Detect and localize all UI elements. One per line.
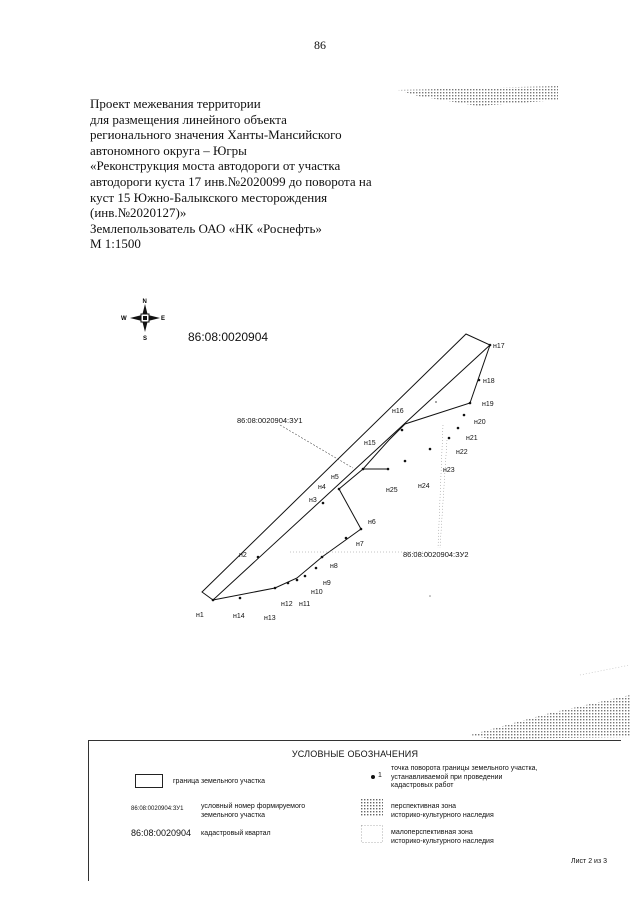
title-line: для размещения линейного объекта — [90, 111, 287, 127]
point-label: н9 — [323, 580, 331, 587]
title-line: регионального значения Ханты-Мансийского — [90, 127, 342, 143]
point-label: н25 — [386, 487, 398, 494]
legend — [88, 740, 621, 881]
hatched-zone-stamp — [430, 665, 630, 745]
point-label: н23 — [443, 467, 455, 474]
zone2-dotted-sample — [361, 825, 383, 843]
point-label: н1 — [196, 612, 204, 619]
zone1-desc: перспективная зона историко-культурного наследия — [391, 803, 494, 819]
point-label: н4 — [318, 484, 326, 491]
point-label: н8 — [330, 563, 338, 570]
point-label: н15 — [364, 440, 376, 447]
point-label: н16 — [392, 408, 404, 415]
legend-title: УСЛОВНЫЕ ОБОЗНАЧЕНИЯ — [291, 749, 419, 759]
scale-label: М 1:1500 — [90, 236, 141, 252]
boundary-label: граница земельного участка — [173, 778, 266, 785]
compass-s: S — [143, 336, 148, 342]
sheet-number: Лист 2 из 3 — [571, 858, 607, 865]
point-label: н7 — [356, 541, 364, 548]
compass-w: W — [121, 316, 127, 322]
point-label: н17 — [493, 343, 505, 350]
compass-n: N — [142, 299, 147, 305]
parcel-code-sample: 86:08:0020904:ЗУ1 — [131, 806, 184, 812]
point-label: н3 — [309, 497, 317, 504]
point-label: н13 — [264, 615, 276, 622]
point-label: н24 — [418, 483, 430, 490]
quarter-desc: кадастровый квартал — [201, 830, 271, 837]
point-label: н6 — [368, 519, 376, 526]
hatched-zone-stamp — [398, 86, 558, 110]
title-line: (инв.№2020127)» — [90, 205, 187, 221]
point-symbol-dot — [371, 775, 375, 779]
point-desc: точка поворота границы земельного участка, устанавливаемой при проведении кадастровых работ — [391, 765, 538, 789]
boundary-sample — [135, 774, 163, 788]
document-title — [90, 96, 420, 252]
point-label: н11 — [299, 601, 311, 608]
page-number: 86 — [314, 38, 326, 52]
title-line: «Реконструкция моста автодороги от участка — [90, 158, 341, 174]
land-plot-drawing — [110, 290, 520, 635]
parcel-zu2-label: 86:08:0020904:ЗУ2 — [403, 550, 469, 559]
title-line: Землепользователь ОАО «НК «Роснефть» — [90, 220, 322, 236]
quarter-code-sample: 86:08:0020904 — [131, 828, 192, 838]
title-line: Проект межевания территории — [90, 96, 261, 111]
point-label: н12 — [281, 601, 293, 608]
point-label: н21 — [466, 435, 478, 442]
point-label: н18 — [483, 378, 495, 385]
point-label: н5 — [331, 474, 339, 481]
title-line: куст 15 Южно-Балыкского месторождения — [90, 189, 328, 205]
point-label: н10 — [311, 589, 323, 596]
zone1-hatch-sample — [361, 799, 383, 817]
parcel-code-desc: условный номер формируемого земельного участка — [201, 803, 306, 819]
point-label: н22 — [456, 449, 468, 456]
cadastral-quarter-label: 86:08:0020904 — [188, 330, 269, 344]
zone2-desc: малоперспективная зона историко-культурного наследия — [391, 829, 494, 845]
point-symbol-number: 1 — [378, 772, 382, 779]
title-line: автономного округа – Югры — [90, 142, 247, 158]
point-label: н14 — [233, 613, 245, 620]
point-label: н2 — [239, 552, 247, 559]
point-label: н20 — [474, 419, 486, 426]
title-line: автодороги куста 17 инв.№2020099 до поворота на — [90, 173, 372, 189]
parcel-zu1-label: 86:08:0020904:ЗУ1 — [237, 416, 303, 425]
compass-e: E — [161, 316, 166, 322]
point-label: н19 — [482, 401, 494, 408]
